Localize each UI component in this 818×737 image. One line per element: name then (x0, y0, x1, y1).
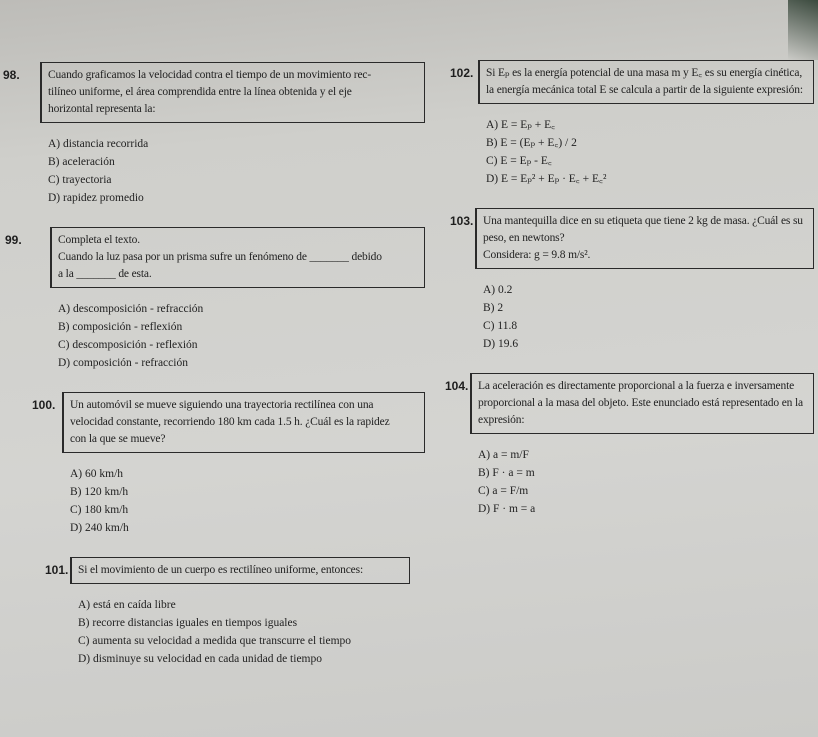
answer-options (483, 281, 814, 353)
answer-options (78, 596, 410, 668)
question-block (3, 62, 425, 207)
answer-option: D) E = Eₚ² + Eₚ · E꜀ + E꜀² (486, 173, 607, 185)
answer-option: B) 2 (483, 302, 504, 314)
question-number: 101. (45, 563, 69, 577)
answer-option: C) a = F/m (478, 485, 529, 497)
question-number: 103. (450, 214, 474, 228)
answer-option: B) E = (Eₚ + E꜀) / 2 (486, 137, 577, 149)
question-stem-line: expresión: (478, 414, 525, 426)
question-stem-line: con la que se mueve? (70, 433, 166, 445)
answer-option: D) F · m = a (478, 503, 536, 515)
question-stem-box (478, 60, 814, 104)
answer-option: C) 180 km/h (70, 504, 129, 516)
answer-options (58, 300, 425, 372)
answer-option: A) a = m/F (478, 449, 529, 461)
question-number: 99. (5, 233, 22, 247)
right-column (440, 0, 818, 538)
question-stem-box (50, 227, 425, 288)
answer-option: A) descomposición - refracción (58, 303, 204, 315)
answer-option: A) distancia recorrida (48, 138, 149, 150)
answer-option: C) trayectoria (48, 174, 112, 186)
answer-options (48, 135, 425, 207)
answer-option: A) E = Eₚ + E꜀ (486, 119, 556, 131)
question-stem-line: Una mantequilla dice en su etiqueta que tiene 2 kg de masa. ¿Cuál es su (483, 215, 803, 227)
answer-option: C) aumenta su velocidad a medida que transcurre el tiempo (78, 635, 352, 647)
answer-option: B) 120 km/h (70, 486, 129, 498)
question-stem-line: Cuando graficamos la velocidad contra el tiempo de un movimiento rec- (48, 69, 372, 81)
question-stem-line: Considera: g = 9.8 m/s². (483, 249, 591, 261)
question-stem-line: Completa el texto. (58, 234, 140, 246)
answer-option: B) recorre distancias iguales en tiempos iguales (78, 617, 298, 629)
question-number: 98. (3, 68, 20, 82)
question-stem-line: La aceleración es directamente proporcional a la fuerza e inversamente (478, 380, 795, 392)
answer-options (70, 465, 425, 537)
question-block (32, 392, 425, 537)
answer-option: C) descomposición - reflexión (58, 339, 198, 351)
question-block (445, 373, 814, 518)
question-stem-box (475, 208, 814, 269)
answer-option: D) 240 km/h (70, 522, 129, 534)
question-stem-line: Cuando la luz pasa por un prisma sufre un fenómeno de _______ debido (58, 251, 382, 263)
question-block (450, 60, 814, 188)
question-stem-line: peso, en newtons? (483, 232, 565, 244)
question-block (5, 227, 425, 372)
question-stem-line: horizontal representa la: (48, 103, 156, 115)
answer-option: A) está en caída libre (78, 599, 176, 611)
answer-option: C) 11.8 (483, 320, 518, 332)
question-stem-line: Un automóvil se mueve siguiendo una trayectoria rectilínea con una (70, 399, 374, 411)
question-stem-line: Si el movimiento de un cuerpo es rectilíneo uniforme, entonces: (78, 564, 363, 576)
answer-option: D) composición - refracción (58, 357, 188, 369)
question-number: 100. (32, 398, 56, 412)
question-number: 104. (445, 379, 469, 393)
answer-option: B) F · a = m (478, 467, 535, 479)
answer-options (486, 116, 814, 188)
answer-option: B) aceleración (48, 156, 115, 168)
answer-option: A) 60 km/h (70, 468, 124, 480)
question-block (45, 557, 410, 668)
question-stem-line: Si Eₚ es la energía potencial de una masa m y E꜀ es su energía cinética, (486, 67, 803, 79)
question-number: 102. (450, 66, 474, 80)
answer-option: A) 0.2 (483, 284, 513, 296)
answer-option: B) composición - reflexión (58, 321, 183, 333)
question-stem-line: tilíneo uniforme, el área comprendida entre la línea obtenida y el eje (48, 86, 352, 98)
question-stem-line: la energía mecánica total E se calcula a partir de la siguiente expresión: (486, 84, 803, 96)
answer-option: D) disminuye su velocidad en cada unidad de tiempo (78, 653, 322, 665)
left-column (0, 0, 430, 688)
question-stem-box (62, 392, 425, 453)
question-stem-box (40, 62, 425, 123)
answer-options (478, 446, 814, 518)
question-stem-line: proporcional a la masa del objeto. Este enunciado está representado en la (478, 397, 803, 409)
answer-option: C) E = Eₚ - E꜀ (486, 155, 552, 167)
answer-option: D) rapidez promedio (48, 192, 144, 204)
question-stem-line: velocidad constante, recorriendo 180 km cada 1.5 h. ¿Cuál es la rapidez (70, 416, 390, 428)
answer-option: D) 19.6 (483, 338, 519, 350)
question-stem-box (470, 373, 814, 434)
question-block (450, 208, 814, 353)
question-stem-box (70, 557, 410, 584)
question-stem-line: a la _______ de esta. (58, 268, 152, 280)
